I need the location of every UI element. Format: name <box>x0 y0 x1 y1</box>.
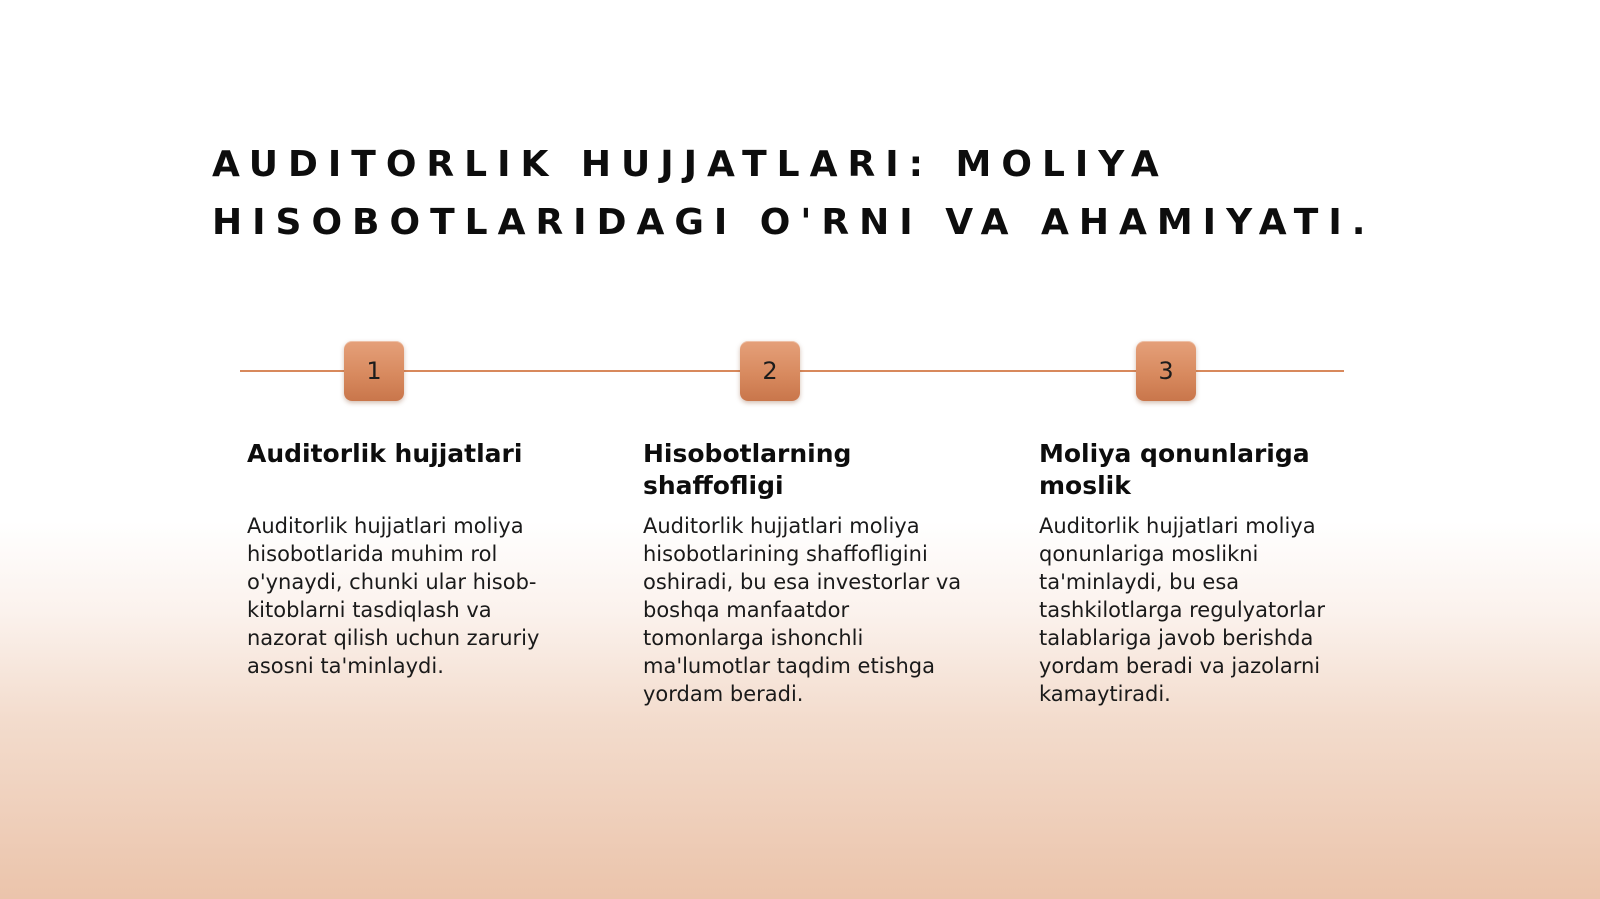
title-line-1: AUDITORLIK HUJJATLARI: MOLIYA <box>212 144 1169 185</box>
step-1-marker: 1 <box>344 341 404 401</box>
step-1 <box>247 438 577 680</box>
step-2-text: Auditorlik hujjatlari moliya hisobotlarining shaffofligini oshiradi, bu esa investorlar va boshqa manfaatdor tomonlarga ishonchli ma'lumotlar taqdim etishga yordam beradi. <box>643 514 962 706</box>
step-1-text: Auditorlik hujjatlari moliya hisobotlarida muhim rol o'ynaydi, chunki ular hisob- kitoblarni tasdiqlash va nazorat qilish uchun zaruriy asosni ta'minlaydi. <box>247 514 540 678</box>
slide-title <box>212 136 1512 252</box>
step-3-text: Auditorlik hujjatlari moliya qonunlariga moslikni ta'minlaydi, bu esa tashkilotlarga regulyatorlar talablariga javob berishda yordam beradi va jazolarni kamaytiradi. <box>1039 514 1326 706</box>
step-2-marker: 2 <box>740 341 800 401</box>
step-2-heading: Hisobotlarning shaffofligi <box>643 439 852 500</box>
step-2 <box>643 438 973 708</box>
title-line-2: HISOBOTLARIDAGI O'RNI VA AHAMIYATI. <box>212 202 1376 243</box>
step-3-marker: 3 <box>1136 341 1196 401</box>
step-3 <box>1039 438 1369 708</box>
step-1-heading: Auditorlik hujjatlari <box>247 439 523 468</box>
step-3-heading: Moliya qonunlariga moslik <box>1039 439 1310 500</box>
